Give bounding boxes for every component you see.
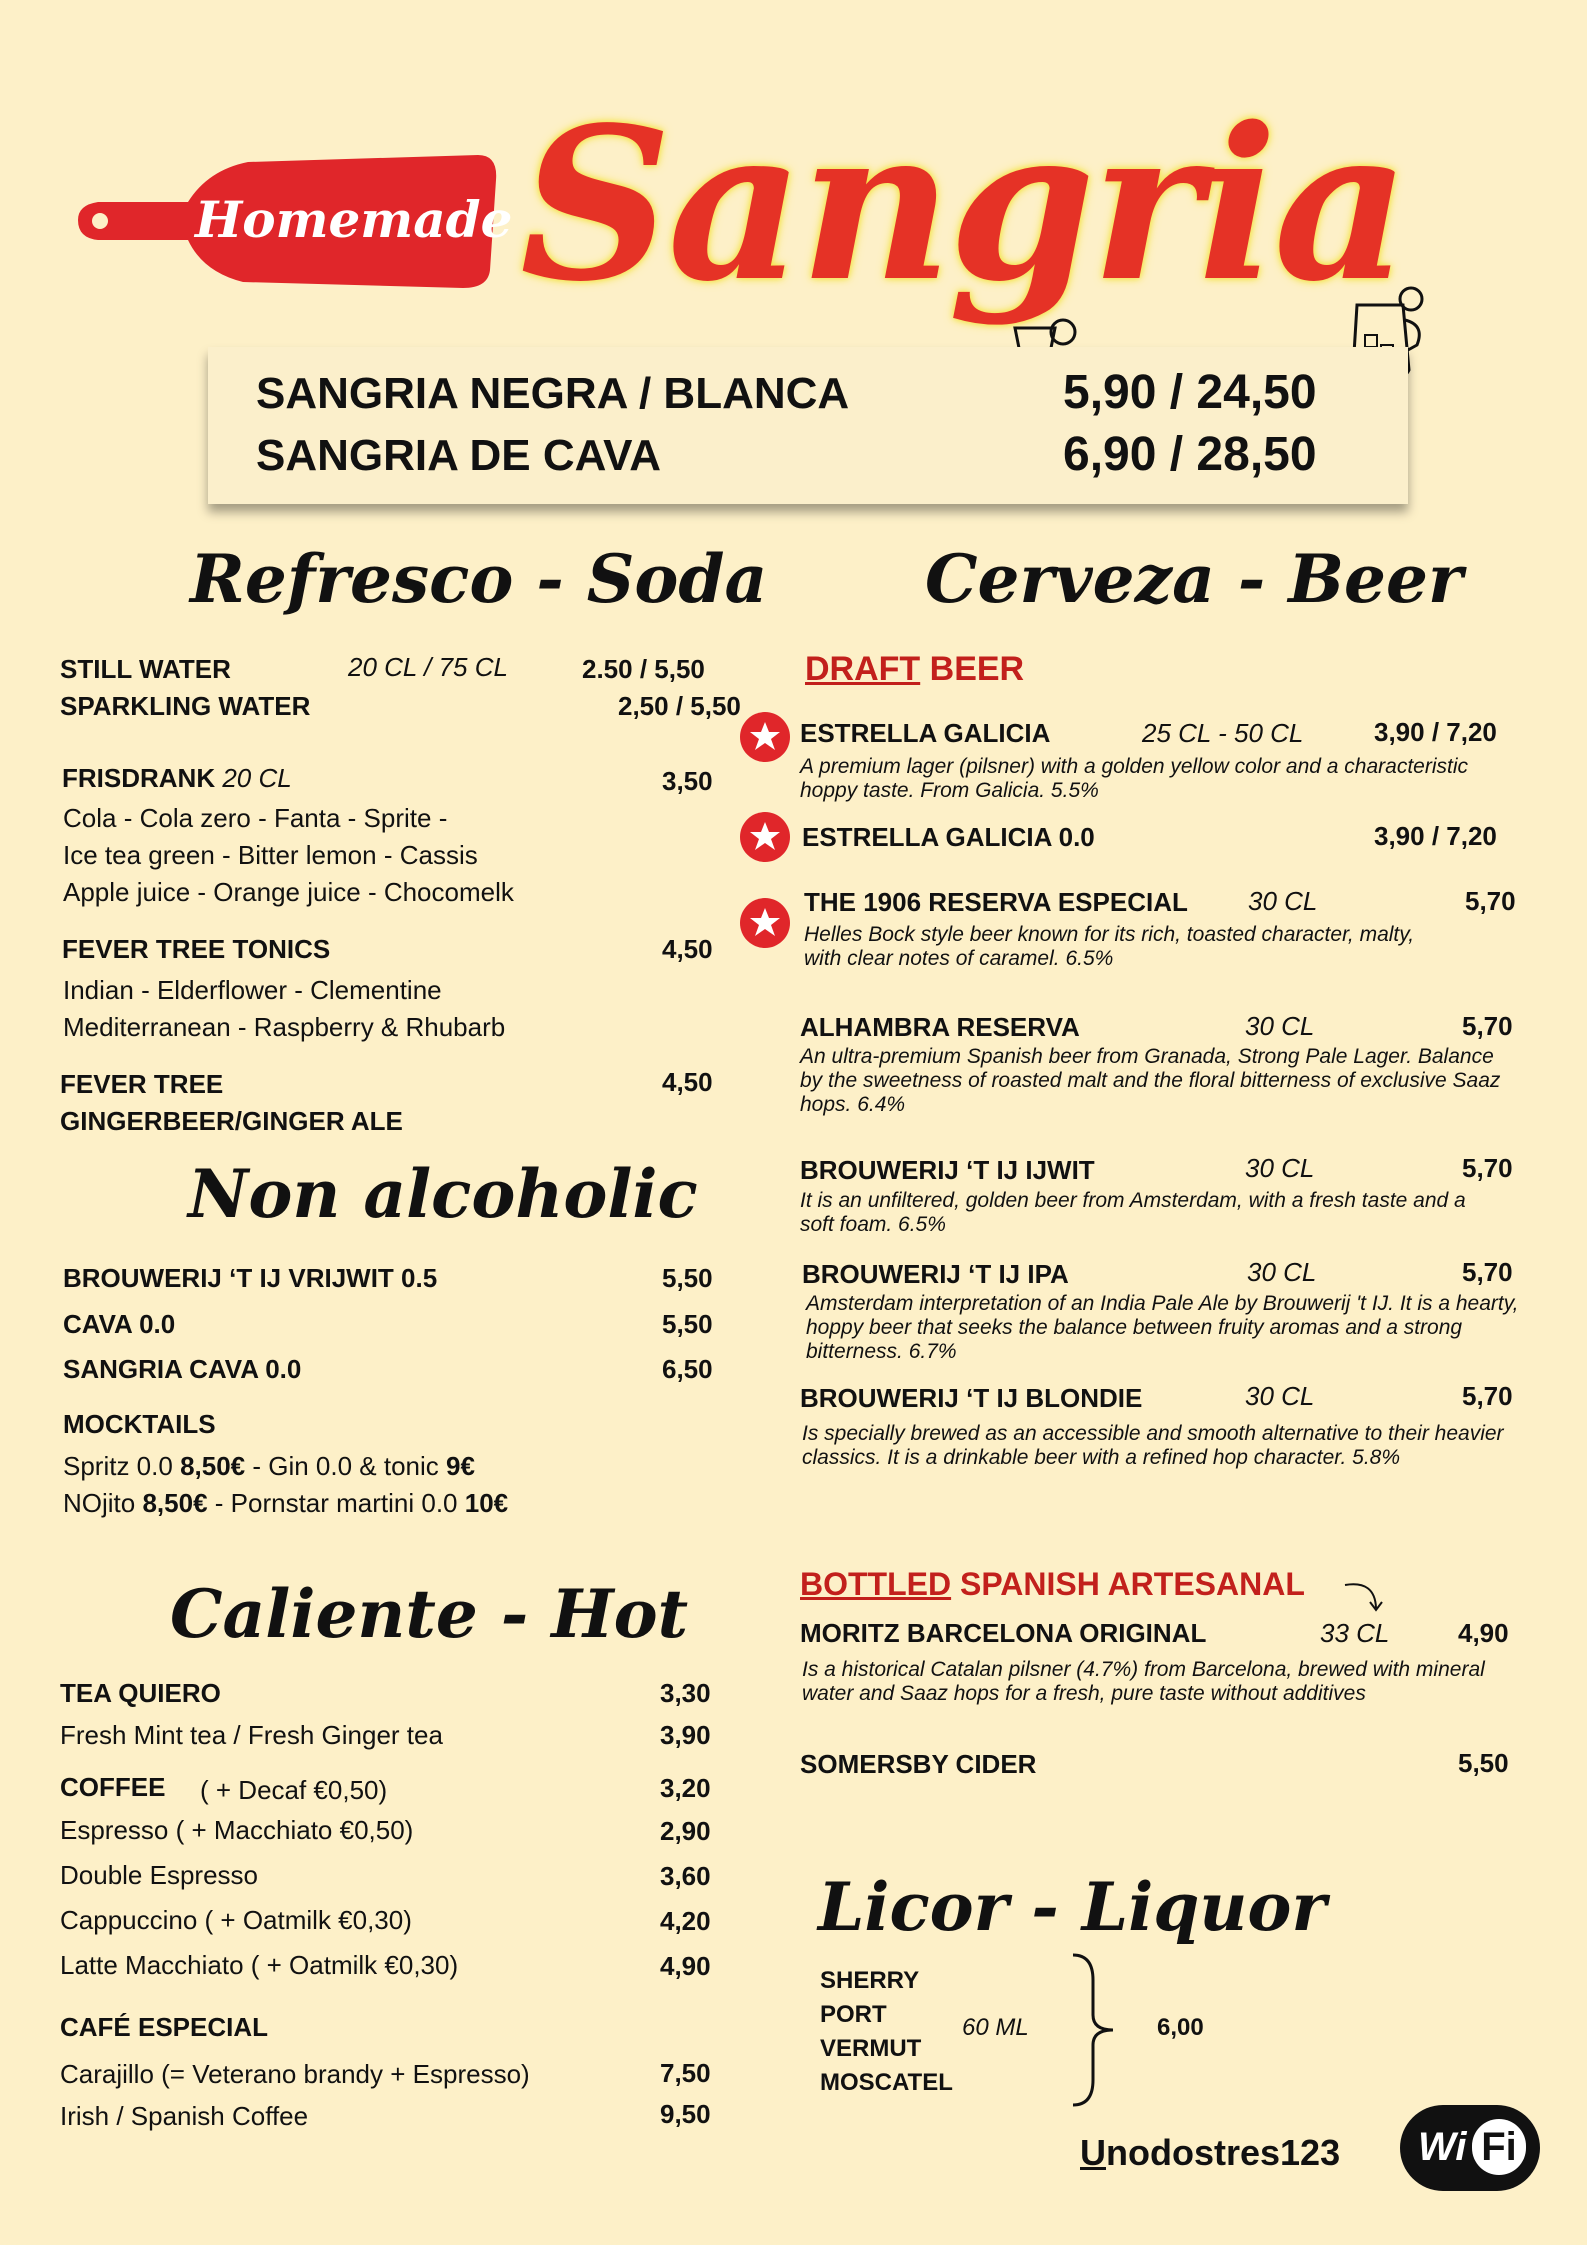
mocktail-name: - Pornstar martini 0.0 [207,1488,465,1518]
menu-item-name: SPARKLING WATER [60,691,311,721]
menu-item-price: 3,60 [660,1861,711,1891]
bottled-heading-part: SPANISH ARTESANAL [951,1566,1305,1602]
menu-item-name: CAFÉ ESPECIAL [60,2012,269,2042]
menu-item-name: SANGRIA CAVA 0.0 [63,1354,302,1384]
menu-item-price: 4,90 [660,1951,711,1981]
beer-name: BROUWERIJ ‘T IJ IJWIT [800,1155,1095,1185]
menu-item-options: Indian - Elderflower - Clementine [63,975,442,1005]
menu-item-price: 5,50 [662,1309,713,1339]
menu-item-name: TEA QUIERO [60,1678,221,1708]
liquor-name: VERMUT [820,2035,922,2062]
menu-item-price: 2,50 / 5,50 [618,691,741,721]
mocktail-price: 10€ [464,1488,509,1518]
mocktail-price: 8,50€ [180,1451,246,1481]
sangria-item-name: SANGRIA NEGRA / BLANCA [256,369,850,418]
menu-item-name: Cappuccino ( + Oatmilk €0,30) [60,1905,412,1935]
sangria-price-box [208,347,1408,504]
liquor-name: SHERRY [820,1967,920,1994]
menu-item-options: Ice tea green - Bitter lemon - Cassis [63,840,478,870]
menu-item-options: Apple juice - Orange juice - Chocomelk [63,877,514,907]
arrow-icon [1340,1580,1385,1615]
menu-item-name: FRISDRANK [62,763,216,793]
beer-size: 30 CL [1245,1381,1315,1411]
beer-size: 30 CL [1247,1257,1317,1287]
section-title-hot: Caliente - Hot [170,1575,689,1653]
brace-icon [1068,1950,1123,2110]
liquor-size: 60 ML [962,2014,1029,2041]
menu-item-name: FEVER TREE TONICS [62,934,331,964]
menu-item-note: ( + Decaf €0,50) [200,1775,388,1805]
star-icon [740,812,790,862]
beer-name: BROUWERIJ ‘T IJ IPA [802,1259,1069,1289]
menu-item-price: 3,50 [662,766,713,796]
menu-item-price: 2,90 [660,1816,711,1846]
beer-name: ALHAMBRA RESERVA [800,1012,1080,1042]
star-icon [740,898,790,948]
menu-item-name: BROUWERIJ ‘T IJ VRIJWIT 0.5 [63,1263,438,1293]
beer-price: 5,50 [1458,1748,1509,1778]
menu-item-price: 2.50 / 5,50 [582,654,705,684]
section-title-soda: Refresco - Soda [190,540,768,618]
mocktail-line [63,1488,508,1519]
beer-price: 5,70 [1462,1381,1513,1411]
menu-item-name: COFFEE [60,1772,166,1802]
section-title-non-alcoholic: Non alcoholic [188,1155,698,1233]
menu-item-name: Fresh Mint tea / Fresh Ginger tea [60,1720,443,1750]
beer-name: SOMERSBY CIDER [800,1749,1037,1779]
menu-item-options: Cola - Cola zero - Fanta - Sprite - [63,803,448,833]
beer-name: BROUWERIJ ‘T IJ BLONDIE [800,1383,1143,1413]
wifi-label-part: Fi [1472,2119,1526,2175]
beer-size: 30 CL [1248,886,1318,916]
section-title-liquor: Licor - Liquor [818,1868,1327,1946]
beer-price: 5,70 [1462,1011,1513,1041]
menu-item-price: 9,50 [660,2099,711,2129]
menu-item-name [62,763,292,794]
menu-item-price: 7,50 [660,2058,711,2088]
beer-description: It is an unfiltered, golden beer from Amsterdam, with a fresh taste and a soft foam. 6.5% [800,1189,1466,1236]
sangria-item-price: 6,90 / 28,50 [1063,428,1317,481]
beer-price: 5,70 [1462,1257,1513,1287]
menu-item-price: 6,50 [662,1354,713,1384]
menu-item-price: 4,50 [662,934,713,964]
bottled-heading-part: BOTTLED [800,1566,952,1602]
beer-name: ESTRELLA GALICIA 0.0 [802,822,1095,852]
wifi-label-part: Wi [1418,2125,1467,2169]
beer-name: ESTRELLA GALICIA [800,718,1051,748]
mocktail-name: Spritz 0.0 [63,1451,181,1481]
beer-description: A premium lager (pilsner) with a golden yellow color and a characteristic hoppy taste. From Galicia. 5.5% [800,755,1469,802]
draft-heading-part: DRAFT [805,650,921,688]
draft-beer-heading [805,650,1024,689]
homemade-label: Homemade [195,190,513,249]
menu-item-price: 5,50 [662,1263,713,1293]
star-icon [740,712,790,762]
menu-item-name: Espresso ( + Macchiato €0,50) [60,1815,414,1845]
beer-size: 30 CL [1245,1153,1315,1183]
beer-description: Is specially brewed as an accessible and smooth alternative to their heavier classics. It is a drinkable beer with a refined hop character. 5.8% [802,1422,1504,1469]
liquor-name: MOSCATEL [820,2069,953,2096]
liquor-price: 6,00 [1157,2014,1204,2041]
wifi-icon [1400,2105,1540,2191]
menu-item-name: Double Espresso [60,1860,258,1890]
menu-item-price: 4,20 [660,1906,711,1936]
menu-item-options: Mediterranean - Raspberry & Rhubarb [63,1012,506,1042]
beer-name: MORITZ BARCELONA ORIGINAL [800,1618,1207,1648]
menu-item-price: 3,30 [660,1678,711,1708]
menu-item-name: GINGERBEER/GINGER ALE [60,1106,403,1136]
liquor-name: PORT [820,2001,887,2028]
beer-price: 5,70 [1465,886,1516,916]
sangria-item-name: SANGRIA DE CAVA [256,431,661,480]
menu-item-name: Carajillo (= Veterano brandy + Espresso) [60,2059,530,2089]
beer-name: THE 1906 RESERVA ESPECIAL [804,887,1188,917]
beer-description: Is a historical Catalan pilsner (4.7%) from Barcelona, brewed with mineral water and Saaz hops for a fresh, pure taste without additives [802,1658,1485,1705]
beer-size: 25 CL - 50 CL [1142,718,1304,748]
menu-item-size: 20 CL [222,763,292,793]
menu-item-name: STILL WATER [60,654,231,684]
beer-price: 3,90 / 7,20 [1374,717,1497,747]
menu-item-price: 4,50 [662,1067,713,1097]
beer-description: Helles Bock style beer known for its rich, toasted character, malty, with clear notes of caramel. 6.5% [804,923,1415,970]
menu-item-price: 3,90 [660,1720,711,1750]
sangria-item-price: 5,90 / 24,50 [1063,366,1317,419]
wifi-password [1080,2132,1340,2174]
mocktail-name: NOjito [63,1488,143,1518]
bottled-heading [800,1566,1305,1603]
beer-size: 33 CL [1320,1618,1390,1648]
mocktail-name: - Gin 0.0 & tonic [245,1451,447,1481]
menu-item-price: 3,20 [660,1773,711,1803]
beer-price: 5,70 [1462,1153,1513,1183]
wifi-password-part: nodostres123 [1106,2132,1341,2173]
draft-heading-part: BEER [920,650,1025,688]
beer-price: 4,90 [1458,1618,1509,1648]
menu-item-size: 20 CL / 75 CL [348,652,508,682]
beer-price: 3,90 / 7,20 [1374,821,1497,851]
mocktail-price: 9€ [446,1451,475,1481]
section-title-beer: Cerveza - Beer [925,540,1463,618]
mocktail-price: 8,50€ [142,1488,208,1518]
menu-item-name: FEVER TREE [60,1069,224,1099]
menu-item-name: Latte Macchiato ( + Oatmilk €0,30) [60,1950,459,1980]
wifi-password-part: U [1080,2132,1106,2173]
beer-description: Amsterdam interpretation of an India Pale Ale by Brouwerij 't IJ. It is a hearty, hoppy beer that seeks the balance between fruity aromas and a strong bitterness. 6.7% [806,1292,1519,1363]
sangria-title: Sangria [520,81,1406,328]
menu-item-name: Irish / Spanish Coffee [60,2101,309,2131]
menu-item-name: CAVA 0.0 [63,1309,176,1339]
beer-description: An ultra-premium Spanish beer from Granada, Strong Pale Lager. Balance by the sweetness of roasted malt and the floral bitterness of exclusive Saaz hops. 6.4% [800,1045,1501,1116]
mocktails-heading: MOCKTAILS [63,1409,216,1439]
mocktail-line [63,1451,475,1482]
beer-size: 30 CL [1245,1011,1315,1041]
